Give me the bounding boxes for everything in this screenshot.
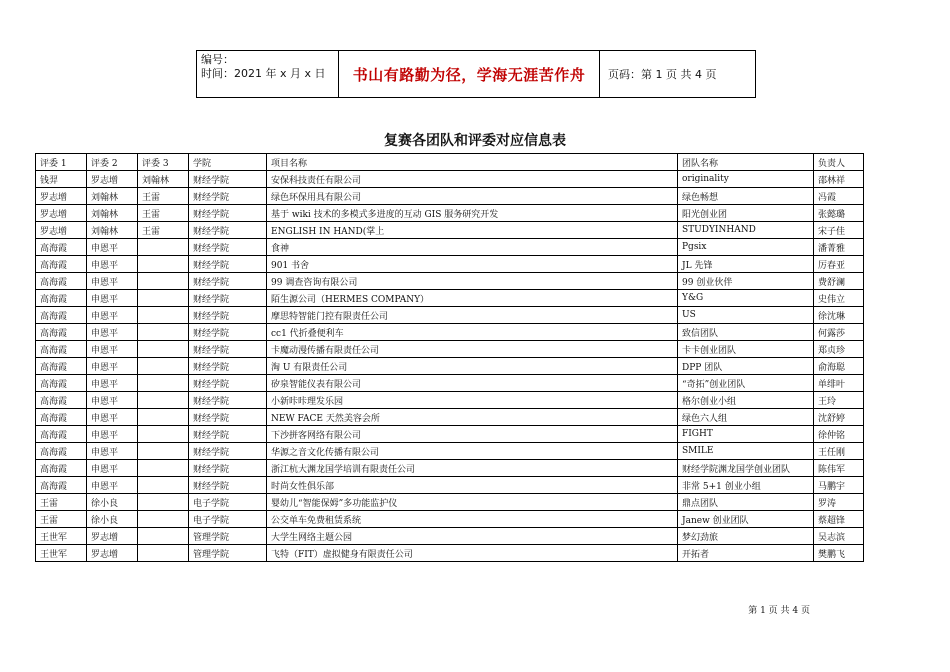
table-row bbox=[36, 358, 864, 375]
cell-leader: 樊鹏飞 bbox=[814, 545, 864, 562]
cell-leader: 费舒澜 bbox=[814, 273, 864, 290]
cell-project: 安保科技责任有限公司 bbox=[267, 171, 678, 188]
table-row bbox=[36, 341, 864, 358]
table-row bbox=[36, 494, 864, 511]
cell-judge1: 高海霞 bbox=[36, 290, 87, 307]
cell-judge3 bbox=[138, 528, 189, 545]
cell-project: 大学生网络主题公园 bbox=[267, 528, 678, 545]
cell-college: 财经学院 bbox=[189, 290, 267, 307]
cell-project: 淘 U 有限责任公司 bbox=[267, 358, 678, 375]
cell-judge3 bbox=[138, 324, 189, 341]
cell-team: Janew 创业团队 bbox=[678, 511, 814, 528]
cell-judge2: 申恩平 bbox=[87, 460, 138, 477]
cell-judge2: 罗志增 bbox=[87, 171, 138, 188]
cell-team: Pgsix bbox=[678, 239, 814, 256]
cell-leader: 张懿璐 bbox=[814, 205, 864, 222]
cell-judge1: 高海霞 bbox=[36, 239, 87, 256]
cell-project: 公交单车免费租赁系统 bbox=[267, 511, 678, 528]
cell-college: 财经学院 bbox=[189, 358, 267, 375]
cell-judge1: 钱羿 bbox=[36, 171, 87, 188]
cell-team: “奇拓”创业团队 bbox=[678, 375, 814, 392]
cell-judge3 bbox=[138, 477, 189, 494]
cell-college: 财经学院 bbox=[189, 341, 267, 358]
table-row bbox=[36, 290, 864, 307]
cell-judge1: 高海霞 bbox=[36, 460, 87, 477]
cell-judge1: 高海霞 bbox=[36, 409, 87, 426]
col-header-judge2: 评委 2 bbox=[87, 154, 138, 171]
cell-judge2: 罗志增 bbox=[87, 528, 138, 545]
cell-team: 阳光创业团 bbox=[678, 205, 814, 222]
cell-team: 财经学院渊龙国学创业团队 bbox=[678, 460, 814, 477]
cell-project: ENGLISH IN HAND(掌上 bbox=[267, 222, 678, 239]
cell-judge2: 申恩平 bbox=[87, 477, 138, 494]
col-header-judge1: 评委 1 bbox=[36, 154, 87, 171]
cell-judge2: 申恩平 bbox=[87, 341, 138, 358]
cell-college: 财经学院 bbox=[189, 392, 267, 409]
table-row bbox=[36, 307, 864, 324]
cell-leader: 徐仲铭 bbox=[814, 426, 864, 443]
page-footer: 第 1 页 共 4 页 bbox=[748, 606, 810, 616]
table-row bbox=[36, 460, 864, 477]
cell-team: 99 创业伙伴 bbox=[678, 273, 814, 290]
cell-project: 婴幼儿“智能保姆”多功能监护仪 bbox=[267, 494, 678, 511]
cell-judge3: 王雷 bbox=[138, 222, 189, 239]
cell-leader: 俞海聪 bbox=[814, 358, 864, 375]
cell-judge2: 徐小良 bbox=[87, 494, 138, 511]
cell-leader: 沈舒婷 bbox=[814, 409, 864, 426]
header-left-cell bbox=[197, 51, 339, 97]
cell-project: 食神 bbox=[267, 239, 678, 256]
cell-judge3 bbox=[138, 545, 189, 562]
cell-team: 致信团队 bbox=[678, 324, 814, 341]
cell-judge2: 申恩平 bbox=[87, 290, 138, 307]
cell-college: 财经学院 bbox=[189, 375, 267, 392]
table-row bbox=[36, 375, 864, 392]
table-row bbox=[36, 222, 864, 239]
cell-leader: 吴志滨 bbox=[814, 528, 864, 545]
table-row bbox=[36, 392, 864, 409]
cell-college: 电子学院 bbox=[189, 511, 267, 528]
cell-college: 财经学院 bbox=[189, 256, 267, 273]
cell-judge2: 申恩平 bbox=[87, 273, 138, 290]
cell-team: 鼎点团队 bbox=[678, 494, 814, 511]
cell-leader: 单绯叶 bbox=[814, 375, 864, 392]
cell-judge2: 申恩平 bbox=[87, 392, 138, 409]
cell-judge1: 王雷 bbox=[36, 494, 87, 511]
cell-team: 梦幻劲旅 bbox=[678, 528, 814, 545]
cell-team: 开拓者 bbox=[678, 545, 814, 562]
cell-judge1: 高海霞 bbox=[36, 341, 87, 358]
table-row bbox=[36, 256, 864, 273]
cell-judge2: 申恩平 bbox=[87, 443, 138, 460]
cell-judge2: 徐小良 bbox=[87, 511, 138, 528]
cell-college: 财经学院 bbox=[189, 443, 267, 460]
cell-judge2: 申恩平 bbox=[87, 239, 138, 256]
cell-judge1: 高海霞 bbox=[36, 273, 87, 290]
cell-judge2: 申恩平 bbox=[87, 307, 138, 324]
table-row bbox=[36, 528, 864, 545]
cell-judge3 bbox=[138, 341, 189, 358]
document-title: 复赛各团队和评委对应信息表 bbox=[384, 133, 566, 149]
cell-judge1: 高海霞 bbox=[36, 375, 87, 392]
cell-team: DPP 团队 bbox=[678, 358, 814, 375]
cell-judge3: 刘翰林 bbox=[138, 171, 189, 188]
time-label: 时间：2021 年 x 月 x 日 bbox=[201, 67, 326, 80]
cell-project: cc1 代折叠便利车 bbox=[267, 324, 678, 341]
cell-judge1: 高海霞 bbox=[36, 426, 87, 443]
cell-judge3 bbox=[138, 307, 189, 324]
cell-judge2: 刘翰林 bbox=[87, 222, 138, 239]
cell-project: 卡魔动漫传播有限责任公司 bbox=[267, 341, 678, 358]
cell-judge1: 高海霞 bbox=[36, 256, 87, 273]
cell-college: 财经学院 bbox=[189, 205, 267, 222]
cell-project: 陌生源公司（HERMES COMPANY） bbox=[267, 290, 678, 307]
cell-college: 财经学院 bbox=[189, 460, 267, 477]
cell-leader: 徐沈琳 bbox=[814, 307, 864, 324]
judges-table bbox=[35, 153, 864, 562]
col-header-judge3: 评委 3 bbox=[138, 154, 189, 171]
cell-judge3 bbox=[138, 409, 189, 426]
cell-judge1: 罗志增 bbox=[36, 205, 87, 222]
cell-project: 浙江杭大渊龙国学培训有限责任公司 bbox=[267, 460, 678, 477]
cell-judge2: 申恩平 bbox=[87, 375, 138, 392]
table-row bbox=[36, 273, 864, 290]
cell-leader: 蔡超锋 bbox=[814, 511, 864, 528]
table-row bbox=[36, 188, 864, 205]
cell-project: 基于 wiki 技术的多模式多进度的互动 GIS 服务研究开发 bbox=[267, 205, 678, 222]
table-header-row bbox=[36, 154, 864, 171]
cell-judge3 bbox=[138, 426, 189, 443]
cell-judge1: 高海霞 bbox=[36, 443, 87, 460]
number-label: 编号： bbox=[201, 53, 234, 66]
col-header-team: 团队名称 bbox=[678, 154, 814, 171]
cell-judge1: 罗志增 bbox=[36, 188, 87, 205]
cell-judge3 bbox=[138, 273, 189, 290]
table-row bbox=[36, 409, 864, 426]
col-header-college: 学院 bbox=[189, 154, 267, 171]
cell-judge3 bbox=[138, 460, 189, 477]
cell-team: 格尔创业小组 bbox=[678, 392, 814, 409]
cell-judge1: 高海霞 bbox=[36, 307, 87, 324]
cell-team: 绿色六人组 bbox=[678, 409, 814, 426]
cell-leader: 史伟立 bbox=[814, 290, 864, 307]
cell-judge3 bbox=[138, 290, 189, 307]
cell-team: originality bbox=[678, 171, 814, 188]
cell-judge2: 申恩平 bbox=[87, 409, 138, 426]
cell-college: 管理学院 bbox=[189, 528, 267, 545]
cell-project: 矽泉智能仪表有限公司 bbox=[267, 375, 678, 392]
cell-project: 99 调查咨询有限公司 bbox=[267, 273, 678, 290]
cell-leader: 陈伟军 bbox=[814, 460, 864, 477]
cell-leader: 厉春亚 bbox=[814, 256, 864, 273]
cell-judge2: 刘翰林 bbox=[87, 205, 138, 222]
cell-project: 下沙拼客网络有限公司 bbox=[267, 426, 678, 443]
cell-college: 财经学院 bbox=[189, 222, 267, 239]
cell-college: 财经学院 bbox=[189, 324, 267, 341]
cell-team: FIGHT bbox=[678, 426, 814, 443]
table-row bbox=[36, 171, 864, 188]
cell-project: NEW FACE 天然美容会所 bbox=[267, 409, 678, 426]
cell-college: 电子学院 bbox=[189, 494, 267, 511]
cell-leader: 冯霞 bbox=[814, 188, 864, 205]
cell-judge1: 高海霞 bbox=[36, 324, 87, 341]
cell-project: 华源之音文化传播有限公司 bbox=[267, 443, 678, 460]
cell-judge1: 王世军 bbox=[36, 545, 87, 562]
table-row bbox=[36, 205, 864, 222]
cell-leader: 王任刚 bbox=[814, 443, 864, 460]
cell-team: SMILE bbox=[678, 443, 814, 460]
cell-leader: 马鹏宇 bbox=[814, 477, 864, 494]
cell-team: 卡卡创业团队 bbox=[678, 341, 814, 358]
cell-team: JL 先锋 bbox=[678, 256, 814, 273]
cell-judge3 bbox=[138, 443, 189, 460]
cell-judge3 bbox=[138, 256, 189, 273]
cell-college: 财经学院 bbox=[189, 477, 267, 494]
cell-leader: 邵林祥 bbox=[814, 171, 864, 188]
cell-judge3 bbox=[138, 494, 189, 511]
cell-leader: 王玲 bbox=[814, 392, 864, 409]
cell-project: 901 书舍 bbox=[267, 256, 678, 273]
cell-judge2: 罗志增 bbox=[87, 545, 138, 562]
table-row bbox=[36, 426, 864, 443]
cell-college: 财经学院 bbox=[189, 426, 267, 443]
cell-team: 非常 5+1 创业小组 bbox=[678, 477, 814, 494]
cell-team: 绿色畅想 bbox=[678, 188, 814, 205]
cell-judge2: 申恩平 bbox=[87, 426, 138, 443]
cell-judge1: 高海霞 bbox=[36, 392, 87, 409]
cell-judge3 bbox=[138, 511, 189, 528]
cell-team: Y&G bbox=[678, 290, 814, 307]
page-number-label: 页码：第 1 页 共 4 页 bbox=[608, 68, 717, 81]
cell-college: 财经学院 bbox=[189, 239, 267, 256]
cell-college: 财经学院 bbox=[189, 171, 267, 188]
cell-leader: 罗涛 bbox=[814, 494, 864, 511]
cell-leader: 宋子佳 bbox=[814, 222, 864, 239]
cell-judge1: 王世军 bbox=[36, 528, 87, 545]
cell-judge3 bbox=[138, 392, 189, 409]
cell-team: US bbox=[678, 307, 814, 324]
cell-judge1: 高海霞 bbox=[36, 477, 87, 494]
table-row bbox=[36, 511, 864, 528]
table-body bbox=[36, 171, 864, 562]
cell-college: 管理学院 bbox=[189, 545, 267, 562]
cell-project: 小新咔咔理发乐园 bbox=[267, 392, 678, 409]
table-row bbox=[36, 324, 864, 341]
col-header-project: 项目名称 bbox=[267, 154, 678, 171]
cell-college: 财经学院 bbox=[189, 409, 267, 426]
cell-judge2: 申恩平 bbox=[87, 324, 138, 341]
table-row bbox=[36, 477, 864, 494]
cell-judge3 bbox=[138, 239, 189, 256]
cell-judge1: 罗志增 bbox=[36, 222, 87, 239]
cell-project: 时尚女性俱乐部 bbox=[267, 477, 678, 494]
cell-leader: 潘菁雅 bbox=[814, 239, 864, 256]
cell-college: 财经学院 bbox=[189, 188, 267, 205]
cell-judge2: 刘翰林 bbox=[87, 188, 138, 205]
cell-judge1: 王雷 bbox=[36, 511, 87, 528]
col-header-leader: 负责人 bbox=[814, 154, 864, 171]
cell-judge3 bbox=[138, 358, 189, 375]
cell-leader: 郑贞珍 bbox=[814, 341, 864, 358]
cell-leader: 何露莎 bbox=[814, 324, 864, 341]
cell-judge3 bbox=[138, 375, 189, 392]
cell-judge2: 申恩平 bbox=[87, 358, 138, 375]
cell-college: 财经学院 bbox=[189, 307, 267, 324]
cell-judge3: 王雷 bbox=[138, 205, 189, 222]
cell-judge1: 高海霞 bbox=[36, 358, 87, 375]
cell-project: 摩思特智能门控有限责任公司 bbox=[267, 307, 678, 324]
table-row bbox=[36, 239, 864, 256]
cell-project: 飞特（FIT）虚拟健身有限责任公司 bbox=[267, 545, 678, 562]
cell-project: 绿色环保用具有限公司 bbox=[267, 188, 678, 205]
table-row bbox=[36, 545, 864, 562]
cell-judge3: 王雷 bbox=[138, 188, 189, 205]
cell-judge2: 申恩平 bbox=[87, 256, 138, 273]
page-header-box bbox=[196, 50, 756, 98]
cell-college: 财经学院 bbox=[189, 273, 267, 290]
table-row bbox=[36, 443, 864, 460]
cell-team: STUDYINHAND bbox=[678, 222, 814, 239]
motto-text: 书山有路勤为径，学海无涯苦作舟 bbox=[339, 51, 600, 97]
